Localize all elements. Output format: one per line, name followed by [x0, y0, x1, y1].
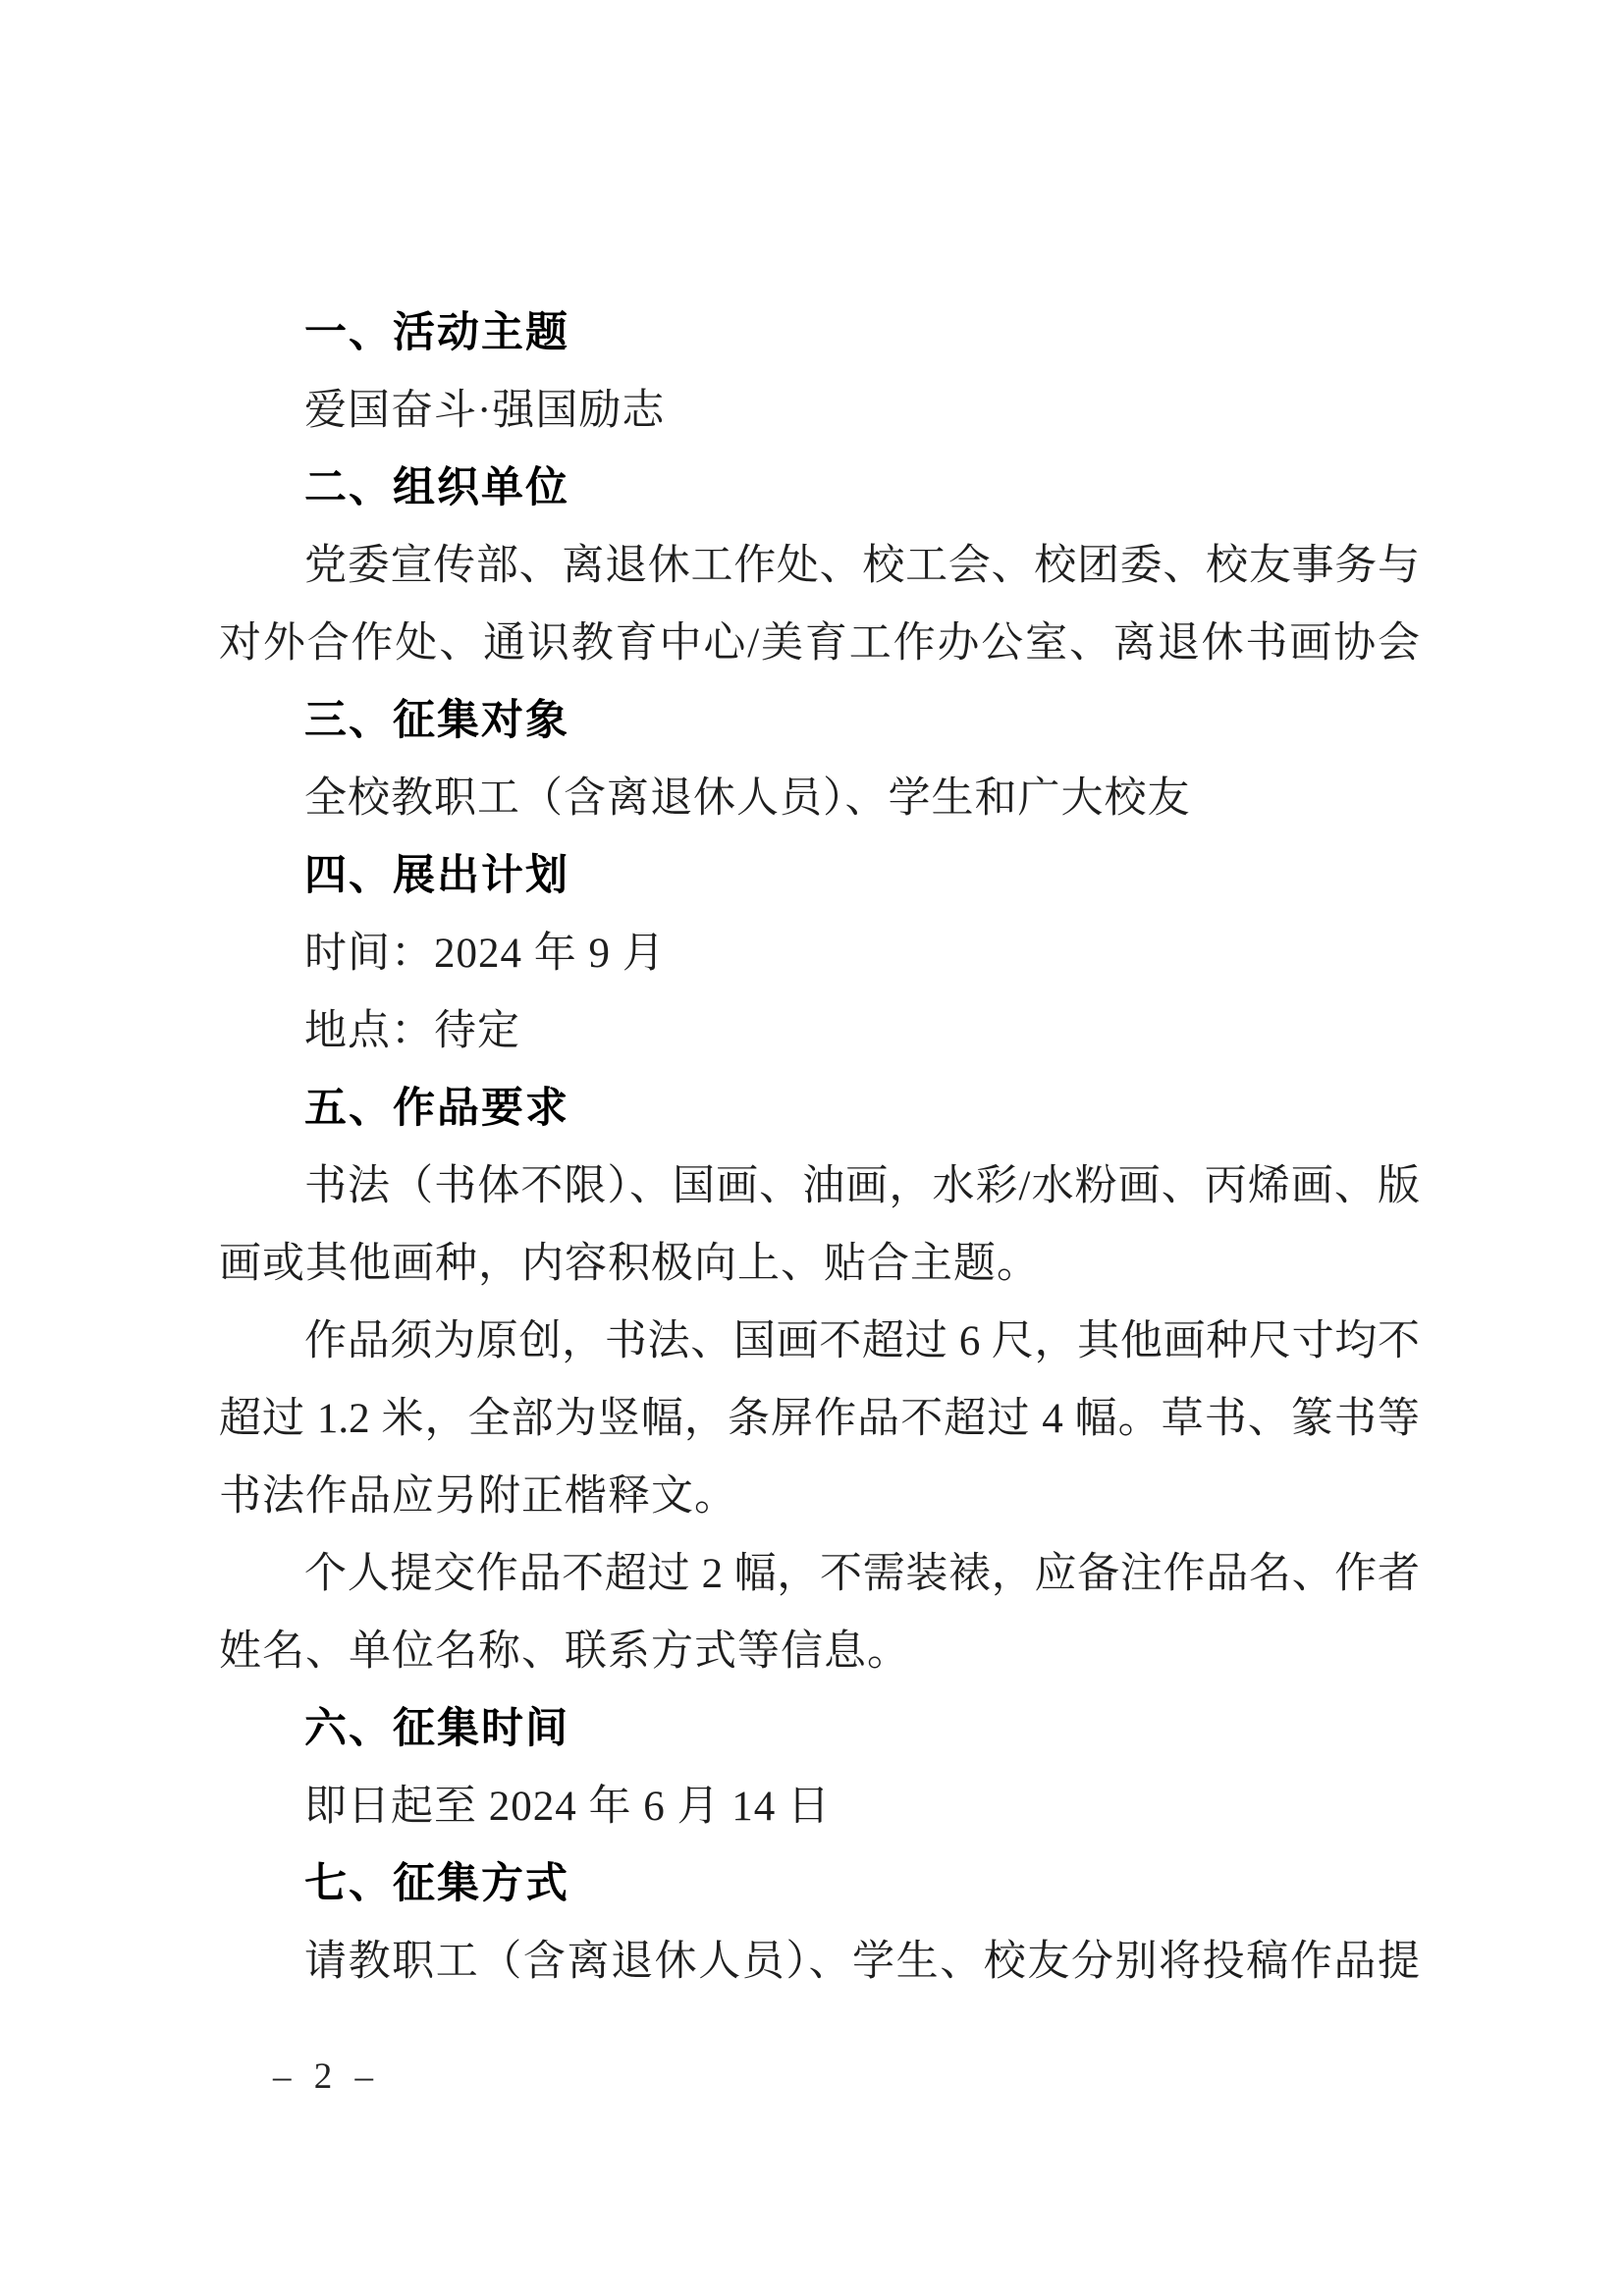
heading-collection-target: 三、征集对象 — [304, 697, 569, 744]
body-line-collection-time: 即日起至 2024 年 6 月 14 日 — [304, 1784, 831, 1830]
body-line-organizers-2: 对外合作处、通识教育中心/美育工作办公室、离退休书画协会 — [219, 620, 1420, 667]
heading-activity-theme: 一、活动主题 — [304, 309, 569, 356]
body-line-collection-method: 请教职工（含离退休人员）、学生、校友分别将投稿作品提 — [304, 1939, 1420, 1985]
heading-organizers: 二、组织单位 — [304, 464, 569, 511]
body-line-requirements-2: 画或其他画种，内容积极向上、贴合主题。 — [219, 1241, 1040, 1287]
heading-work-requirements: 五、作品要求 — [304, 1085, 569, 1132]
body-line-target-value: 全校教职工（含离退休人员）、学生和广大校友 — [304, 775, 1191, 822]
body-line-exhibition-place: 地点：待定 — [304, 1008, 520, 1054]
page-number: – 2 – — [273, 2056, 380, 2097]
body-line-requirements-5: 书法作品应另附正楷释文。 — [219, 1473, 737, 1520]
body-line-organizers-1: 党委宣传部、离退休工作处、校工会、校团委、校友事务与 — [304, 543, 1420, 589]
body-line-requirements-7: 姓名、单位名称、联系方式等信息。 — [219, 1629, 910, 1675]
body-line-requirements-6: 个人提交作品不超过 2 幅，不需装裱，应备注作品名、作者 — [304, 1551, 1420, 1597]
body-line-requirements-3: 作品须为原创，书法、国画不超过 6 尺，其他画种尺寸均不 — [304, 1318, 1420, 1364]
body-line-theme-value: 爱国奋斗·强国励志 — [304, 388, 666, 434]
body-line-requirements-4: 超过 1.2 米，全部为竖幅，条屏作品不超过 4 幅。草书、篆书等 — [219, 1396, 1420, 1442]
body-line-exhibition-time: 时间：2024 年 9 月 — [304, 931, 666, 977]
document-body — [219, 294, 1420, 2001]
heading-exhibition-plan: 四、展出计划 — [304, 852, 569, 899]
heading-collection-time: 六、征集时间 — [304, 1705, 569, 1752]
body-line-requirements-1: 书法（书体不限）、国画、油画，水彩/水粉画、丙烯画、版 — [304, 1163, 1420, 1209]
heading-collection-method: 七、征集方式 — [304, 1860, 569, 1907]
